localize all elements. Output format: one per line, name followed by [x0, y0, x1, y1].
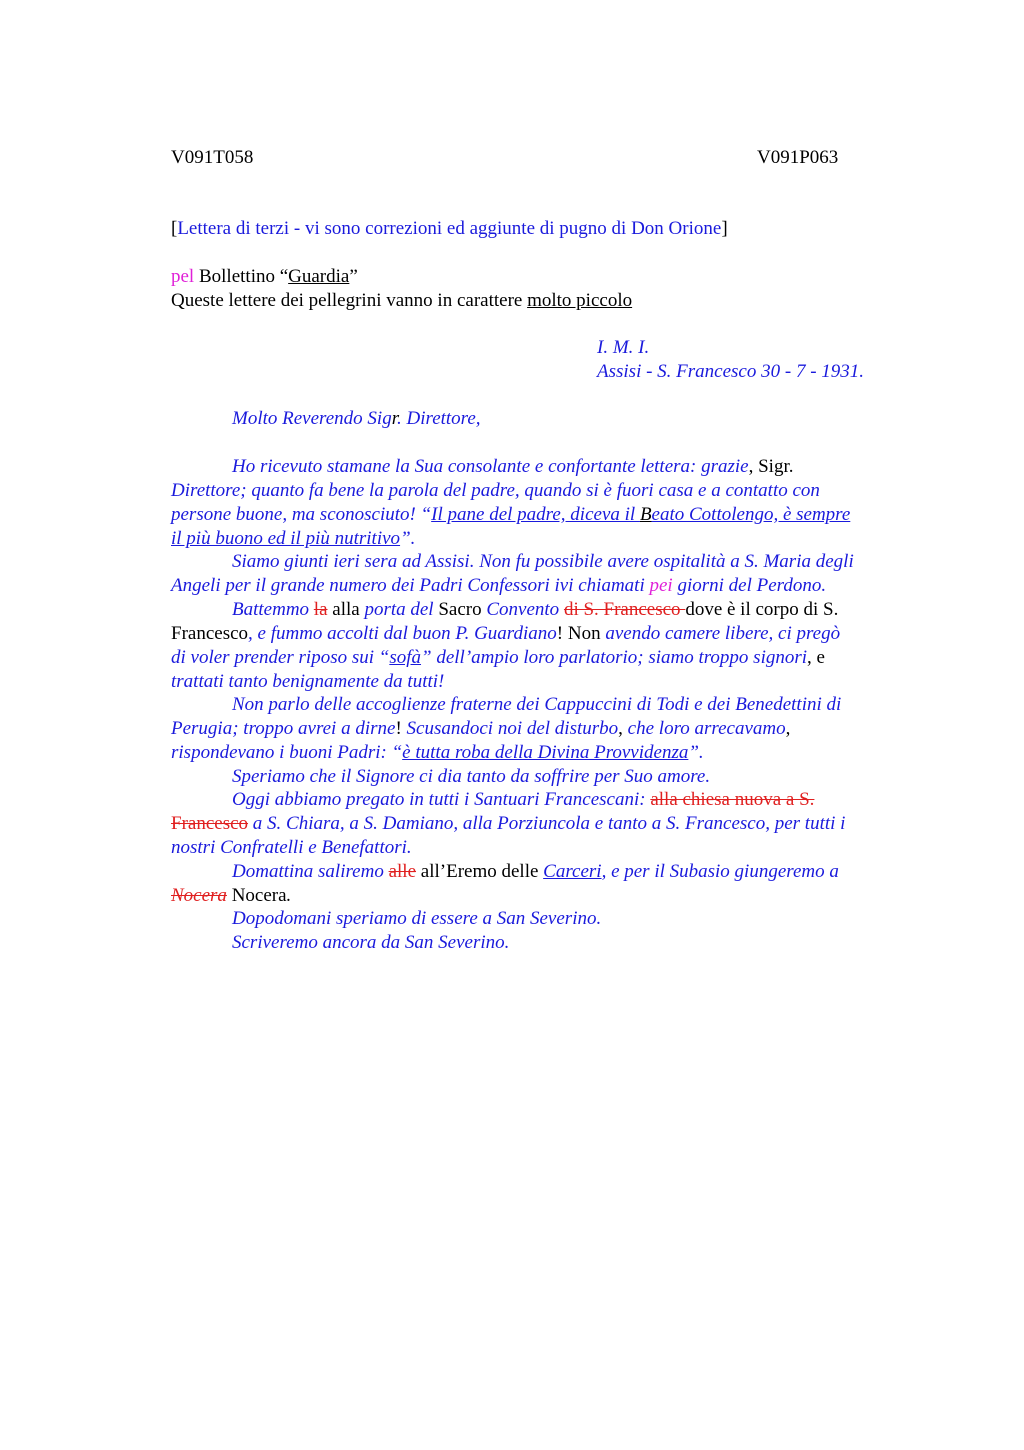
text-span: Battemmo: [232, 599, 314, 620]
text-span: all’Eremo delle: [416, 861, 544, 882]
text-span: alla: [327, 599, 365, 620]
paragraph-7-line-1: [232, 860, 839, 884]
letter-salutation: [232, 407, 481, 431]
instruction-line-2: [171, 289, 632, 313]
letter-place-date: Assisi - S. Francesco 30 - 7 - 1931.: [597, 361, 865, 382]
deleted-text: Nocera: [171, 885, 227, 906]
header-right-code: V091P063: [757, 147, 839, 168]
paragraph-6-line-3: nostri Confratelli e Benefattori.: [171, 837, 412, 858]
paragraph-1-line-4: [171, 527, 415, 551]
bollettino-text: Bollettino “: [194, 266, 289, 287]
text-span: Convento: [486, 599, 564, 620]
quote-correction: B: [639, 504, 652, 525]
text-span: a S. Chiara, a S. Damiano, alla Porziuncola e tanto a S. Francesco, per tutti i: [248, 813, 846, 834]
quote-underlined: Il pane del padre, diceva il: [431, 504, 640, 525]
paragraph-1-line-1: [232, 455, 793, 479]
text-span: ” dell’ampio loro parlatorio; siamo troppo signori: [421, 647, 808, 668]
text-span: Ho ricevuto stamane la Sua consolante e confortante lettera: grazie: [232, 456, 749, 477]
quote-underlined: è tutta roba della Divina Provvidenza: [402, 742, 689, 763]
text-span: ”.: [688, 742, 704, 763]
text-span: rispondevano i buoni Padri: “: [171, 742, 403, 763]
header-left-code: V091T058: [171, 147, 254, 168]
molto-piccolo-underlined: molto piccolo: [527, 290, 633, 311]
carceri-underlined: Carceri: [543, 861, 602, 882]
paragraph-3-line-1: [232, 598, 838, 622]
paragraph-7-line-2: [171, 884, 291, 908]
text-span: ! Non: [556, 623, 606, 644]
deleted-text: alle: [388, 861, 417, 882]
salutation-part: . Direttore,: [397, 408, 481, 429]
text-span: avendo camere libere, ci pregò: [605, 623, 841, 644]
paragraph-4-line-2: [171, 717, 790, 741]
deleted-text: la: [313, 599, 328, 620]
note-bracket-close: ]: [721, 218, 728, 239]
text-span: persone buone, ma sconosciuto! “: [171, 504, 432, 525]
pel-insertion: pel: [171, 266, 195, 287]
guardia-underlined: Guardia: [288, 266, 350, 287]
deleted-text: di S. Francesco: [563, 599, 686, 620]
paragraph-5: Speriamo che il Signore ci dia tanto da soffrire per Suo amore.: [232, 766, 711, 787]
paragraph-2-line-1: Siamo giunti ieri sera ad Assisi. Non fu possibile avere ospitalità a S. Maria degli: [232, 551, 854, 572]
paragraph-3-line-3: [171, 646, 825, 670]
text-span: ,: [618, 718, 628, 739]
instruction-text: Queste lettere dei pellegrini vanno in carattere: [171, 290, 528, 311]
paragraph-4-line-3: [171, 741, 704, 765]
text-span: Oggi abbiamo pregato in tutti i Santuari Francescani:: [232, 789, 651, 810]
salutation-part: Molto Reverendo Sig: [232, 408, 392, 429]
paragraph-6-line-1: [232, 788, 814, 812]
text-span: Nocera: [226, 885, 287, 906]
text-span: ,: [785, 718, 791, 739]
text-span: di voler prender riposo sui “: [171, 647, 390, 668]
text-span: Scusandoci noi del disturbo: [406, 718, 619, 739]
paragraph-3-line-2: [171, 622, 840, 646]
sofa-underlined: sofà: [389, 647, 422, 668]
text-span: Angeli per il grande numero dei Padri Confessori ivi chiamati: [171, 575, 650, 596]
text-span: , Sigr.: [748, 456, 794, 477]
paragraph-4-line-1: Non parlo delle accoglienze fraterne dei Cappuccini di Todi e dei Benedettini di: [232, 694, 842, 715]
paragraph-9: Scriveremo ancora da San Severino.: [232, 932, 510, 953]
deleted-text: Francesco: [171, 813, 249, 834]
salutation-correction: r: [391, 408, 397, 429]
text-span: !: [395, 718, 407, 739]
text-span: ”.: [400, 528, 416, 549]
text-span: , e fummo accolti dal buon P. Guardiano: [248, 623, 557, 644]
instruction-line-1: [171, 265, 358, 289]
note-text: Lettera di terzi - vi sono correzioni ed aggiunte di pugno di Don Orione: [177, 218, 722, 239]
text-span: Perugia; troppo avrei a dirne: [171, 718, 396, 739]
bollettino-close: ”: [349, 266, 358, 287]
letter-invocation: I. M. I.: [597, 337, 650, 358]
text-span: , e per il Subasio giungeremo a: [601, 861, 839, 882]
paragraph-1-line-2: Direttore; quanto fa bene la parola del padre, quando si è fuori casa e a contatto con: [171, 480, 820, 501]
deleted-text: alla chiesa nuova a S.: [650, 789, 815, 810]
quote-underlined: eato Cottolengo, è sempre: [651, 504, 851, 525]
note-bracket-open: [: [171, 218, 178, 239]
text-span: Francesco: [171, 623, 249, 644]
paragraph-3-line-4: trattati tanto benignamente da tutti!: [171, 671, 445, 692]
editorial-note: [171, 217, 728, 241]
pei-insertion: pei: [649, 575, 673, 596]
text-span: giorni del Perdono.: [672, 575, 827, 596]
paragraph-6-line-2: [171, 812, 845, 836]
paragraph-2-line-2: [171, 574, 826, 598]
text-span: porta del: [364, 599, 434, 620]
paragraph-1-line-3: [171, 503, 850, 527]
text-span: Sacro: [433, 599, 487, 620]
text-span: , e: [807, 647, 825, 668]
text-span: che loro arrecavamo: [627, 718, 786, 739]
text-span: Domattina saliremo: [232, 861, 389, 882]
quote-underlined: il più buono ed il più nutritivo: [171, 528, 401, 549]
text-span: .: [286, 885, 292, 906]
paragraph-8: Dopodomani speriamo di essere a San Severino.: [232, 908, 602, 929]
text-span: dove è il corpo di S.: [685, 599, 839, 620]
